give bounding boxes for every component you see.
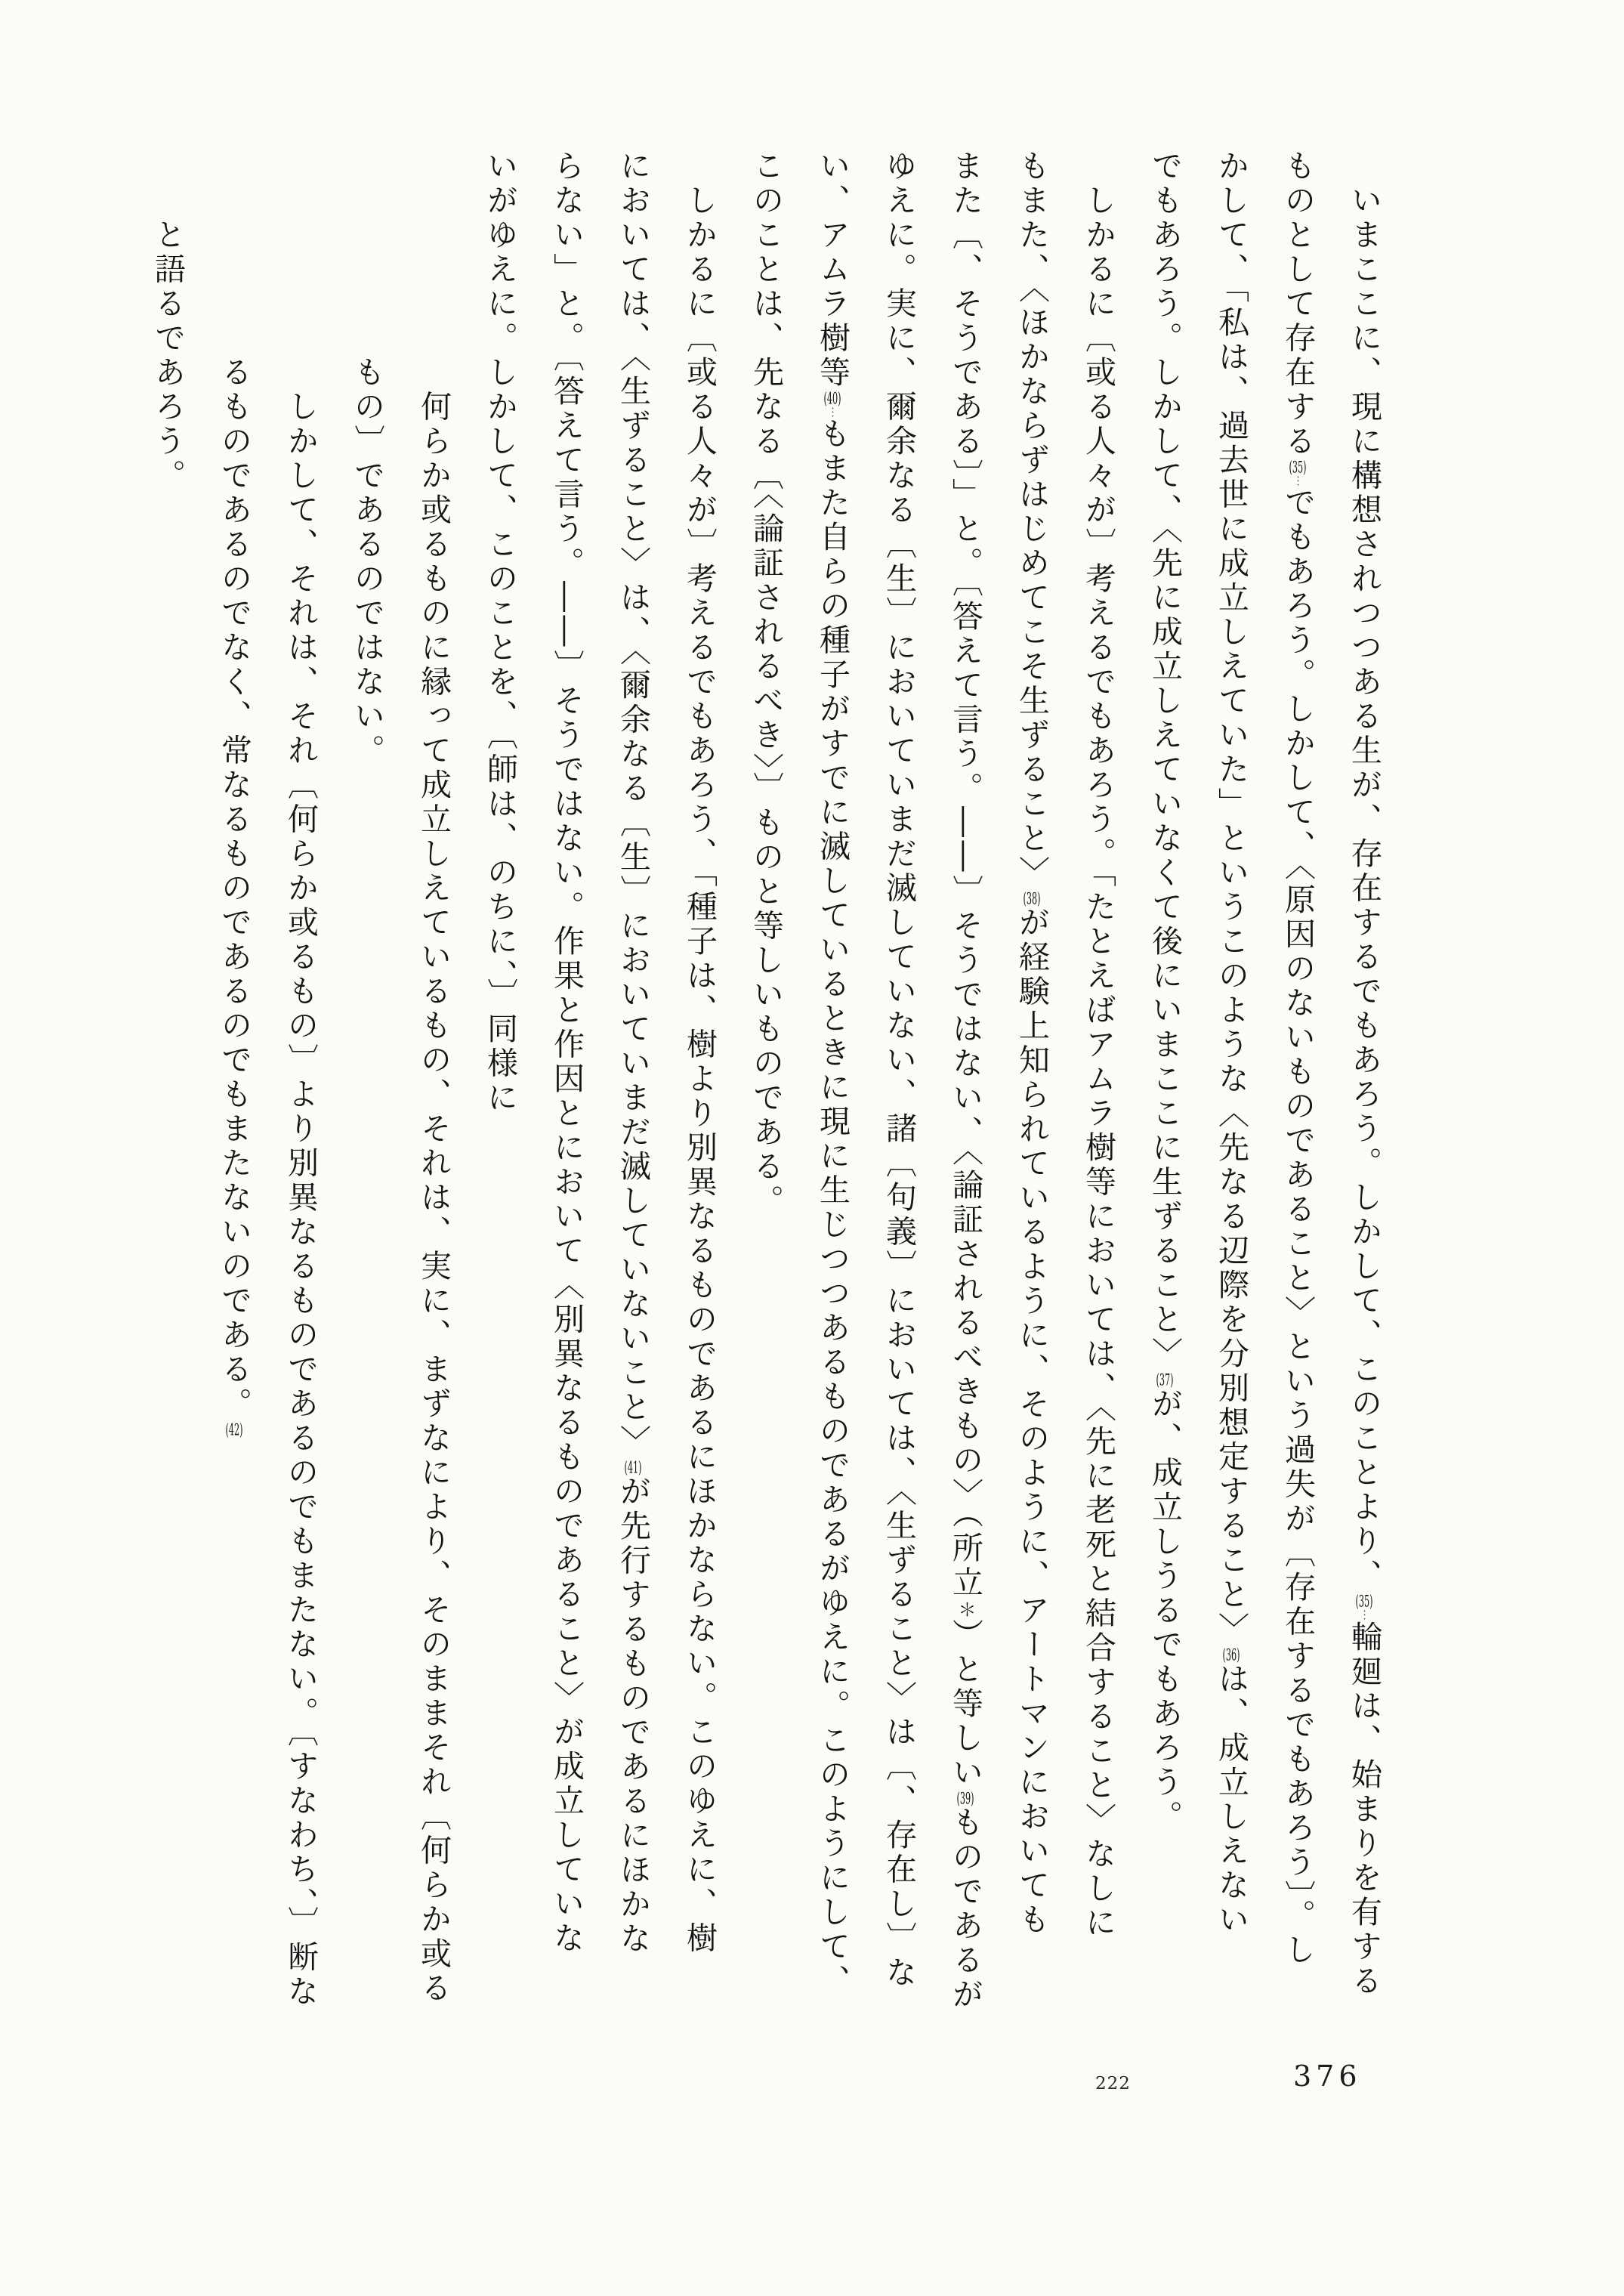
text-column-1 — [1331, 150, 1397, 2025]
note-leader-dots: ︙ — [826, 406, 839, 418]
note-reference-39: (39) — [956, 1790, 974, 1806]
text-run: るものであるのでなく、常なるものであるのでもまたないのである。 — [216, 356, 252, 1422]
text-run: 何らか或るものに縁って成立しえているもの、それは、実に、まずなにより、そのままそれ〔何らか或る — [415, 390, 452, 2006]
text-run: いまここに、現に構想されつつある生が、存在するでもあろう。しかして、このことより、 — [1346, 184, 1382, 1593]
text-column-4 — [1132, 150, 1198, 2025]
text-column-11 — [666, 150, 733, 2025]
text-column-9 — [799, 150, 866, 2025]
text-column-3 — [1198, 150, 1264, 2025]
text-run: また〔、そうである〕」と。〔答えて言う。――〕そうではない、〈論証されるべきもの〉（所立 — [947, 150, 983, 1600]
text-run: しかして、それは、それ〔何らか或るもの〕より別異なるものであるのでもまたない。〔すなわち、〕断な — [283, 390, 319, 2010]
note-reference-40: (40) — [823, 390, 841, 406]
text-column-2 — [1264, 150, 1331, 2025]
note-reference-35: (35) — [1289, 459, 1307, 475]
text-run: ものであるが — [947, 1806, 983, 2013]
text-run: らない」と。〔答えて言う。――〕そうではない。作果と作因とにおいて〈別異なるものであること〉が成立していな — [548, 150, 585, 1956]
text-column-12 — [600, 150, 666, 2025]
margin-leaf-number: 222 — [1095, 2074, 1131, 2094]
text-run: い、アムラ樹等 — [814, 150, 851, 391]
note-reference-41: (41) — [624, 1459, 642, 1476]
text-run: でもあろう。しかして、〈先に成立しえていなくて後にいまここに生ずること〉 — [1147, 150, 1183, 1372]
text-run: が経験上知られているように、そのように、アートマンにおいても — [1014, 906, 1050, 1938]
text-run: このことは、先なる〔〈論証されるべき〉〕ものと等しいものである。 — [748, 150, 784, 1219]
text-run: が先行するものであるにほかな — [615, 1475, 651, 1957]
text-run: と語るであろう。 — [150, 218, 186, 493]
text-run: もまた自らの種子がすでに滅しているときに現に生じつつあるものであるがゆえに。このようにして、 — [814, 417, 851, 1999]
text-column-7 — [932, 150, 999, 2025]
text-run: ものとして存在する — [1280, 150, 1316, 459]
note-reference-38: (38) — [1023, 890, 1041, 907]
page-number: 376 — [1293, 2060, 1362, 2093]
text-run: ）と等しい — [947, 1618, 983, 1791]
text-column-19 — [134, 150, 201, 2025]
text-run: かして、「私は、過去世に成立しえていた」というこのような〈先なる辺際を分別想定すること〉 — [1213, 150, 1249, 1647]
text-column-8 — [866, 150, 932, 2025]
text-column-16 — [334, 150, 400, 2025]
text-run: は、成立しえない — [1213, 1662, 1249, 1938]
text-column-5 — [1065, 150, 1132, 2025]
note-reference-42: (42) — [225, 1421, 243, 1438]
text-run: においては、〈生ずること〉は、〈爾余なる〔生〕においていまだ滅していないこと〉 — [615, 150, 651, 1460]
text-run: でもあろう。しかして、〈原因のないものであること〉という過失が〔存在するでもあろう〕。し — [1280, 486, 1316, 1968]
text-run: が、成立しうるでもあろう。 — [1147, 1387, 1183, 1834]
text-run: しかるに〔或る人々が〕考えるでもあろう、「種子は、樹より別異なるものであるにほかならない。このゆえに、樹 — [681, 184, 718, 1956]
note-reference-35: (35) — [1355, 1593, 1373, 1609]
text-run: 輪廻は、始まりを有する — [1346, 1621, 1382, 1999]
text-run: いがゆえに。しかして、このことを、〔師は、のちに、〕同様に — [482, 150, 518, 1116]
text-column-14 — [467, 150, 533, 2025]
text-run: もの〕であるのではない。 — [349, 356, 385, 768]
text-run: もまた、〈ほかならずはじめてこそ生ずること〉 — [1014, 150, 1050, 891]
text-column-15 — [400, 150, 467, 2025]
text-column-6 — [999, 150, 1065, 2025]
text-columns — [134, 150, 1397, 2025]
note-reference-37: (37) — [1156, 1371, 1174, 1388]
text-run: しかるに〔或る人々が〕考えるでもあろう。「たとえばアムラ樹等においては、〈先に老死と結合すること〉なしに — [1080, 184, 1116, 1941]
text-column-17 — [267, 150, 334, 2025]
text-column-13 — [533, 150, 600, 2025]
text-run: ゆえに。実に、爾余なる〔生〕においていまだ滅していない、諸〔句義〕においては、〈生ずること〉は〔、存在し〕な — [881, 150, 917, 1991]
note-reference-36: (36) — [1222, 1646, 1240, 1663]
note-leader-dots: ︙ — [1357, 1609, 1371, 1621]
asterisk-note-mark: ＊ — [955, 1600, 976, 1618]
text-column-18 — [201, 150, 267, 2025]
note-leader-dots: ︙ — [1291, 474, 1304, 487]
text-column-10 — [733, 150, 799, 2025]
